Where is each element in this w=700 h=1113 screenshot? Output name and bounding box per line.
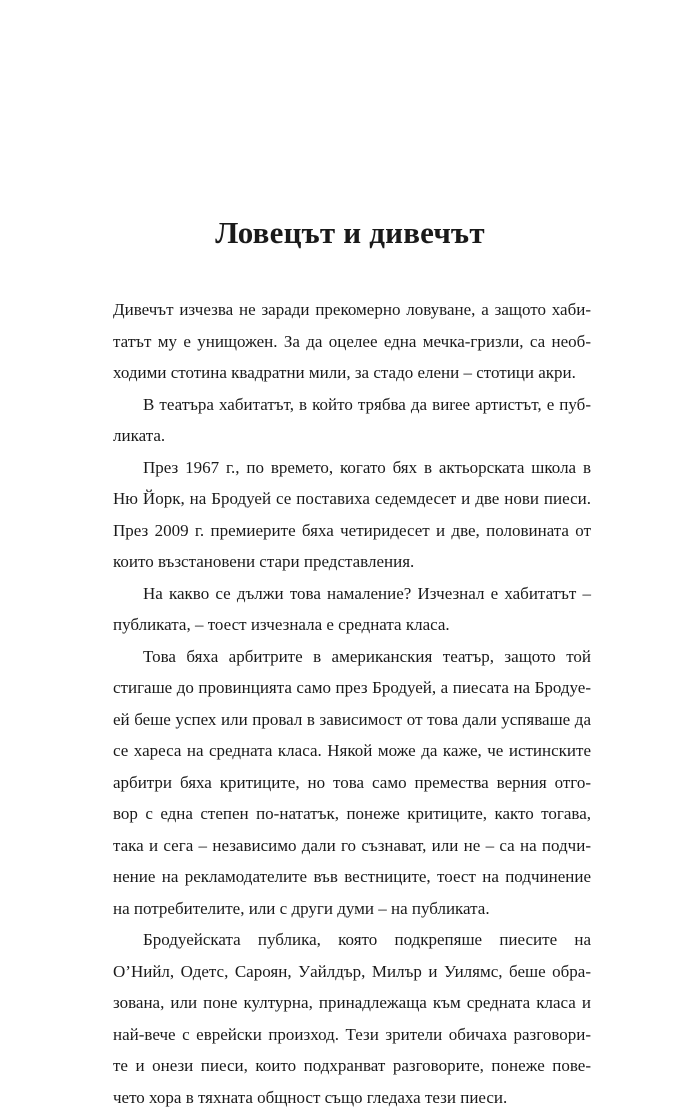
text-line: татът му е унищожен. За да оцелее една мечка-гризли, са необ- bbox=[113, 326, 591, 358]
text-line: ходими стотина квадратни мили, за стадо елени – стотици акри. bbox=[113, 357, 591, 389]
text-line: ей беше успех или провал в зависимост от това дали успяваше да bbox=[113, 704, 591, 736]
text-line: на потребителите, или с други думи – на публиката. bbox=[113, 893, 591, 925]
text-line: зована, или поне културна, принадлежаща към средната класа и bbox=[113, 987, 591, 1019]
text-line: така и сега – независимо дали го съзнават, или не – са на подчи- bbox=[113, 830, 591, 862]
text-line: О’Нийл, Одетс, Сароян, Уайлдър, Милър и Уилямс, беше обра- bbox=[113, 956, 591, 988]
text-line: стигаше до провинцията само през Бродуей, а пиесата на Бродуе- bbox=[113, 672, 591, 704]
text-line: те и онези пиеси, които подхранват разговорите, понеже пове- bbox=[113, 1050, 591, 1082]
text-line: В театъра хабитатът, в който трябва да виree артистът, е пуб- bbox=[113, 389, 591, 421]
text-line: публиката, – тоест изчезнала е средната класа. bbox=[113, 609, 591, 641]
text-line: Ню Йорк, на Бродуей се поставиха седемдесет и две нови пиеси. bbox=[113, 483, 591, 515]
chapter-title: Ловецът и дивечът bbox=[0, 215, 700, 251]
text-line: Това бяха арбитрите в американския театър, защото той bbox=[113, 641, 591, 673]
text-line: арбитри бяха критиците, но това само премества верния отго- bbox=[113, 767, 591, 799]
text-line: През 1967 г., по времето, когато бях в актьорската школа в bbox=[113, 452, 591, 484]
text-line: Бродуейската публика, която подкрепяше пиесите на bbox=[113, 924, 591, 956]
chapter-body bbox=[113, 294, 591, 1113]
text-line: вор с една степен по-нататък, понеже критиците, както тогава, bbox=[113, 798, 591, 830]
text-line: чето хора в тяхната общност също гледаха тези пиеси. bbox=[113, 1082, 591, 1113]
text-line: Дивечът изчезва не заради прекомерно ловуване, а защото хаби- bbox=[113, 294, 591, 326]
text-line: нение на рекламодателите във вестниците, тоест на подчинение bbox=[113, 861, 591, 893]
text-line: най-вече с еврейски произход. Тези зрители обичаха разговори- bbox=[113, 1019, 591, 1051]
text-line: През 2009 г. премиерите бяха четиридесет и две, половината от bbox=[113, 515, 591, 547]
text-line: ликата. bbox=[113, 420, 591, 452]
text-line: се хареса на средната класа. Някой може да каже, че истинските bbox=[113, 735, 591, 767]
text-line: които възстановени стари представления. bbox=[113, 546, 591, 578]
text-line: На какво се дължи това намаление? Изчезнал е хабитатът – bbox=[113, 578, 591, 610]
